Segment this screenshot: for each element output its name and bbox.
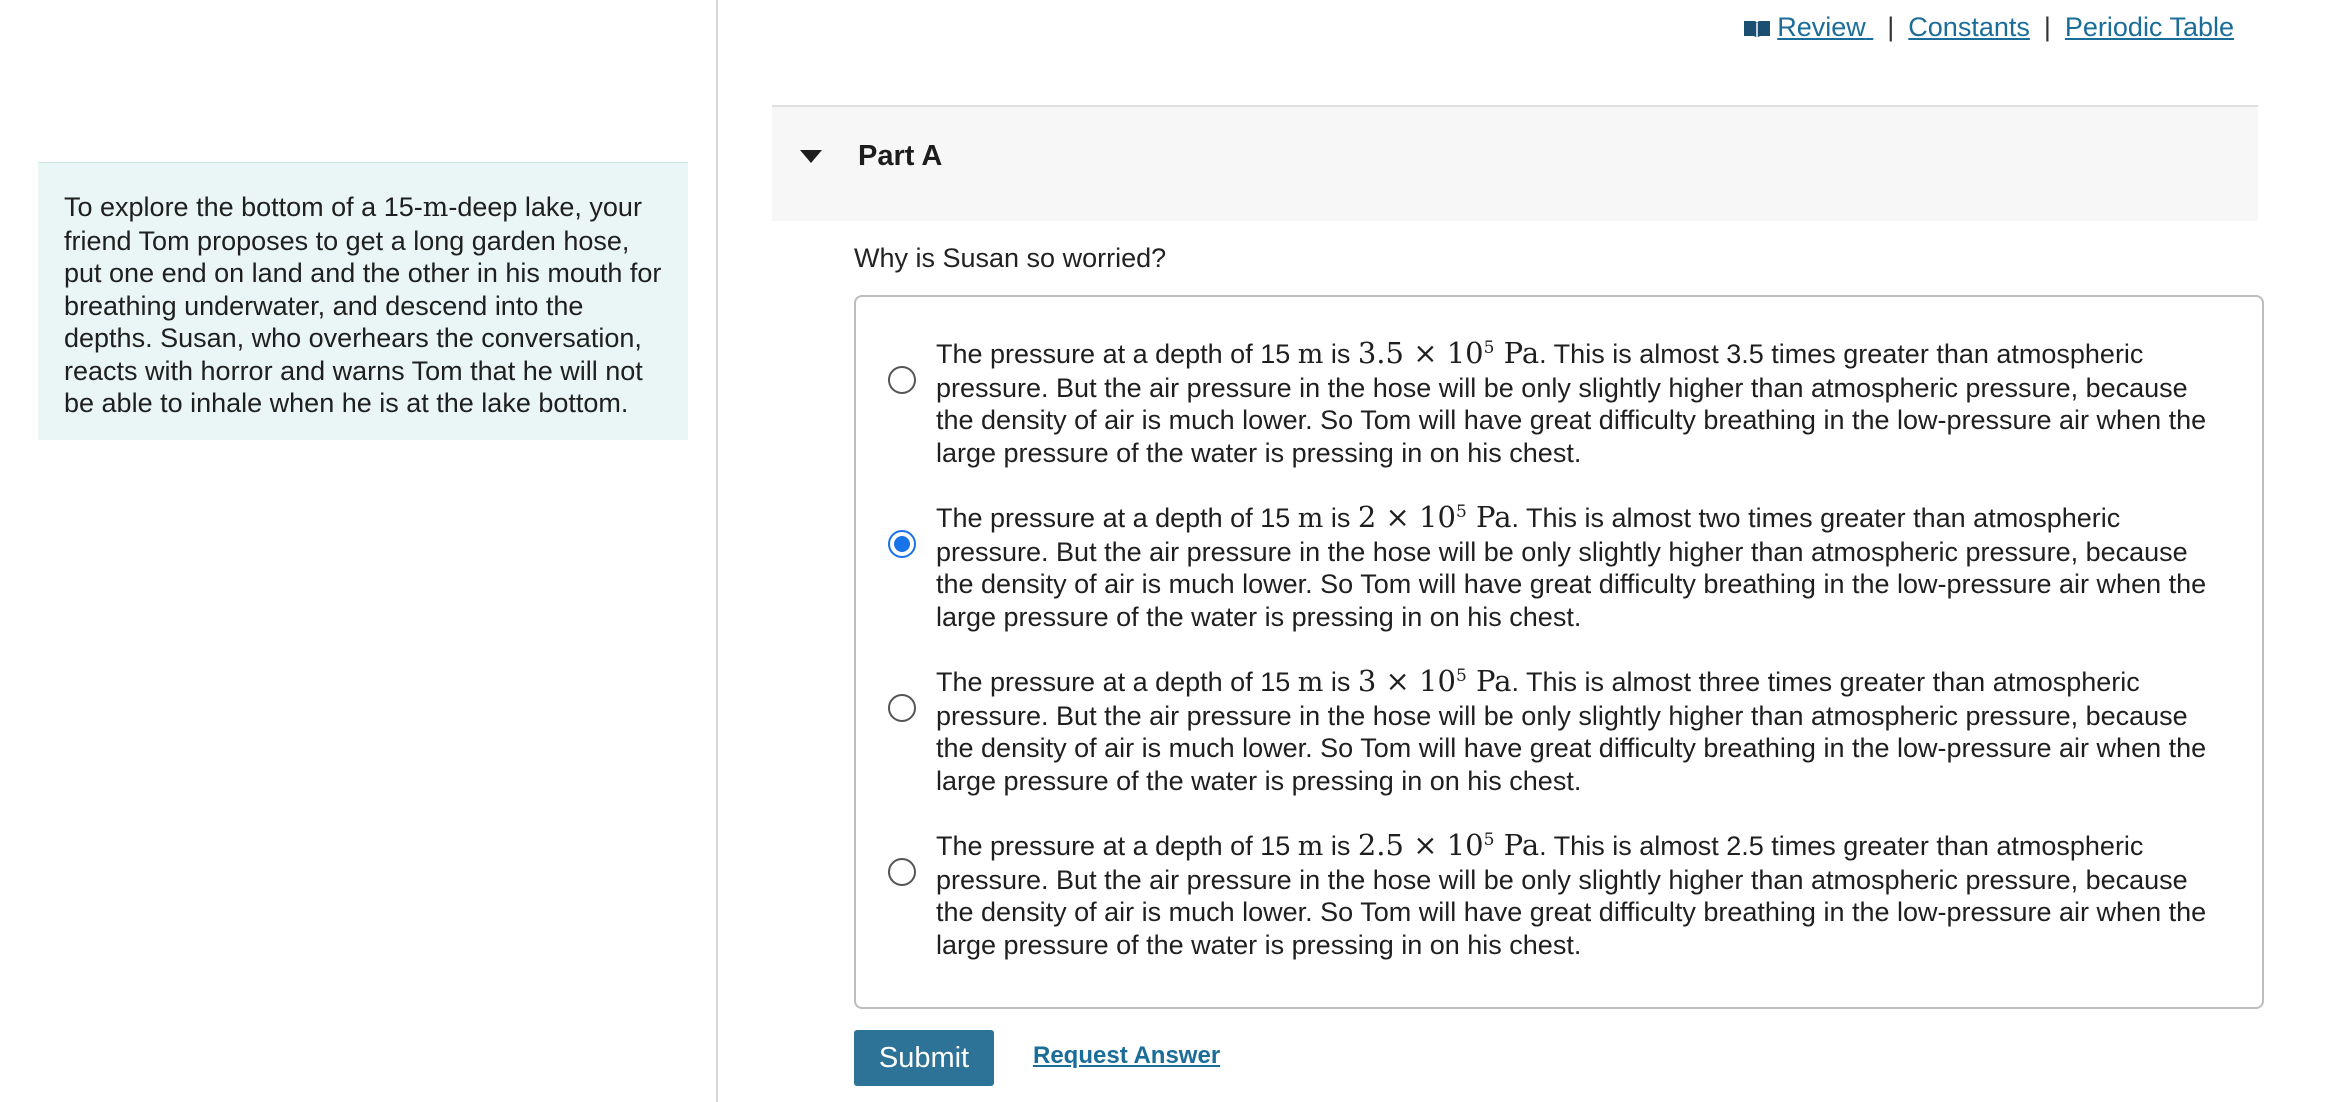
option-is: is (1323, 503, 1358, 533)
option-pa: Pa (1494, 336, 1540, 370)
option-exponent: 5 (1455, 502, 1467, 522)
answer-option-3[interactable] (856, 625, 2262, 796)
answer-option-4[interactable] (856, 789, 2262, 960)
option-unit: m (1297, 667, 1324, 698)
option-mantissa: 2.5 × 10 (1357, 828, 1484, 862)
option-exponent: 5 (1483, 338, 1495, 358)
option-text (936, 501, 2226, 633)
option-mantissa: 2 × 10 (1357, 500, 1456, 534)
question-prompt: Why is Susan so worried? (854, 243, 1167, 273)
radio-button[interactable] (888, 694, 916, 722)
link-separator: | (2043, 12, 2051, 42)
resource-links (1743, 12, 2234, 46)
radio-button[interactable] (888, 858, 916, 886)
problem-text-2: -deep lake, your friend Tom proposes to get a long garden hose, put one end on land and the other in his mouth for breathing underwater, and descend into the depths. Susan, who overhears the conversation, reacts with horror and warns Tom that he will not be able to inhale when he is at the lake bottom. (64, 192, 662, 418)
option-suffix: . This is almost 3.5 times greater than atmospheric pressure. But the air pressure in the hose will be only slightly higher than atmospheric pressure, because the density of air is much lower. So Tom will have great difficulty breathing in the low-pressure air when the large pressure of the water is pressing in on his chest. (936, 339, 2207, 468)
option-suffix: . This is almost two times greater than atmospheric pressure. But the air pressure in the hose will be only slightly higher than atmospheric pressure, because the density of air is much lower. So Tom will have great difficulty breathing in the low-pressure air when the large pressure of the water is pressing in on his chest. (936, 503, 2207, 632)
option-pa: Pa (1494, 828, 1540, 862)
option-text (936, 337, 2226, 469)
option-unit: m (1297, 503, 1324, 534)
problem-statement (38, 162, 688, 440)
problem-pane (0, 0, 718, 1102)
radio-button[interactable] (888, 530, 916, 558)
option-is: is (1323, 831, 1358, 861)
option-is: is (1323, 667, 1358, 697)
review-link[interactable] (1743, 12, 1873, 42)
caret-down-icon[interactable] (800, 150, 822, 163)
option-mantissa: 3.5 × 10 (1357, 336, 1484, 370)
option-prefix: The pressure at a depth of 15 (936, 339, 1298, 369)
periodic-table-link[interactable]: Periodic Table (2064, 12, 2234, 42)
review-label: Review (1777, 12, 1866, 42)
part-title: Part A (858, 140, 943, 172)
option-pa: Pa (1466, 500, 1512, 534)
answer-options (854, 295, 2264, 1009)
link-separator: | (1887, 12, 1895, 42)
answer-option-2[interactable] (856, 461, 2262, 632)
book-icon (1743, 15, 1771, 46)
option-mantissa: 3 × 10 (1357, 664, 1456, 698)
option-unit: m (1297, 831, 1324, 862)
submit-button[interactable]: Submit (854, 1030, 994, 1086)
problem-text-1: To explore the bottom of a 15- (64, 192, 423, 222)
answer-option-1[interactable] (856, 297, 2262, 468)
option-prefix: The pressure at a depth of 15 (936, 667, 1298, 697)
option-prefix: The pressure at a depth of 15 (936, 503, 1298, 533)
request-answer-link[interactable]: Request Answer (1033, 1042, 1221, 1069)
option-text (936, 665, 2226, 797)
option-unit: m (1297, 339, 1324, 370)
option-prefix: The pressure at a depth of 15 (936, 831, 1298, 861)
option-is: is (1323, 339, 1358, 369)
option-text (936, 829, 2226, 961)
option-suffix: . This is almost 2.5 times greater than atmospheric pressure. But the air pressure in the hose will be only slightly higher than atmospheric pressure, because the density of air is much lower. So Tom will have great difficulty breathing in the low-pressure air when the large pressure of the water is pressing in on his chest. (936, 831, 2207, 960)
problem-unit: m (422, 192, 449, 223)
part-a-header[interactable] (772, 107, 2258, 221)
option-exponent: 5 (1455, 666, 1467, 686)
option-exponent: 5 (1483, 830, 1495, 850)
constants-link[interactable]: Constants (1908, 12, 2030, 42)
option-pa: Pa (1466, 664, 1512, 698)
radio-button[interactable] (888, 366, 916, 394)
option-suffix: . This is almost three times greater than atmospheric pressure. But the air pressure in the hose will be only slightly higher than atmospheric pressure, because the density of air is much lower. So Tom will have great difficulty breathing in the low-pressure air when the large pressure of the water is pressing in on his chest. (936, 667, 2207, 796)
